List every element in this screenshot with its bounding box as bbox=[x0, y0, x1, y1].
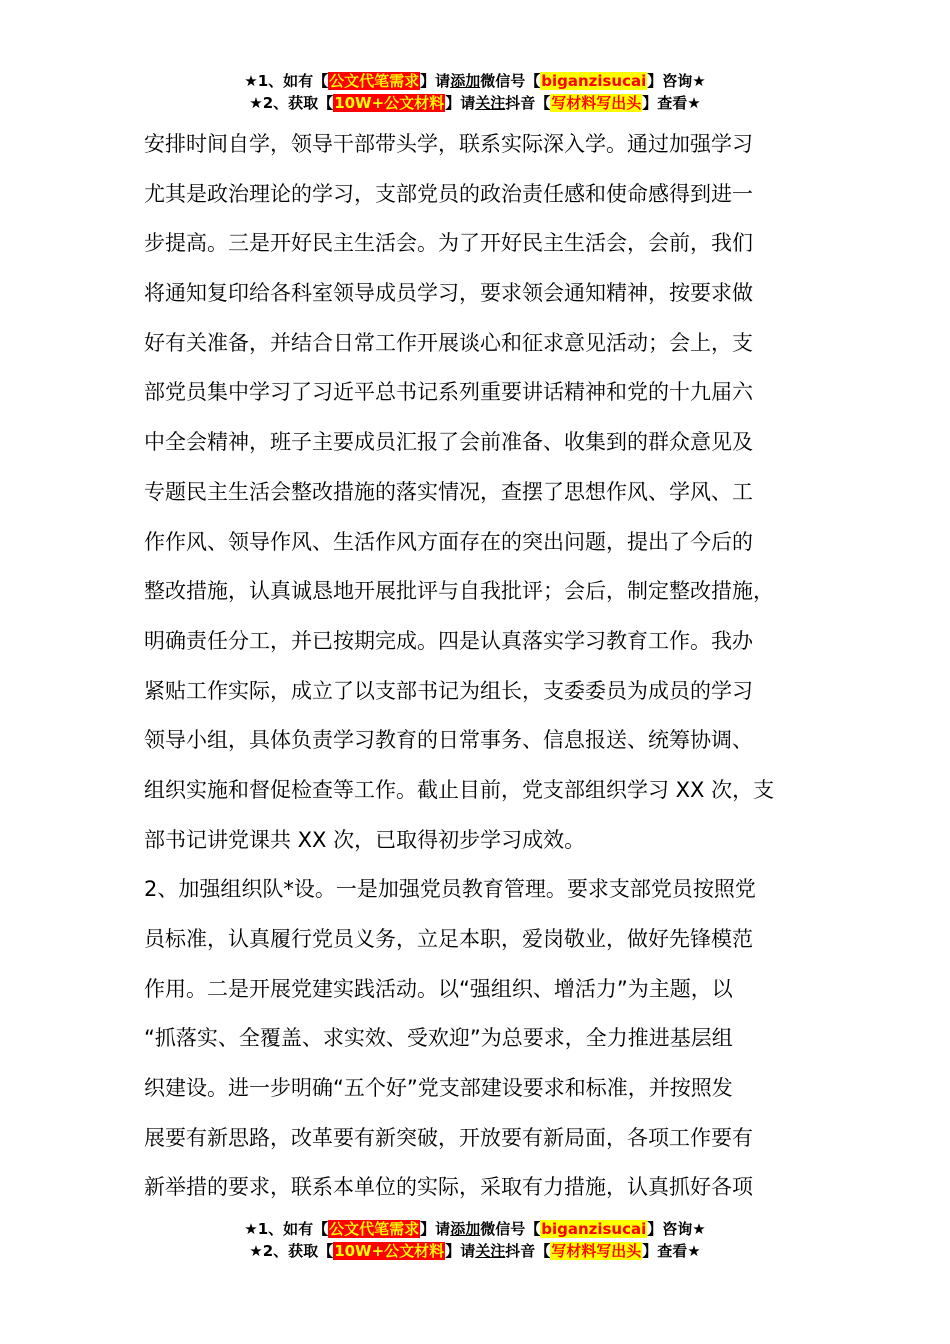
body-line: 部书记讲党课共 XX 次，已取得初步学习成效。 bbox=[144, 827, 586, 852]
banner-text: 抖音【 bbox=[505, 1242, 551, 1260]
banner-text: 抖音【 bbox=[505, 94, 551, 112]
banner-line-1 bbox=[0, 70, 950, 92]
body-line: “抓落实、全覆盖、求实效、受欢迎”为总要求，全力推进基层组 bbox=[144, 1026, 733, 1051]
banner-highlight: 写材料写出头 bbox=[551, 94, 642, 112]
body-line: 好有关准备，并结合日常工作开展谈心和征求意见活动；会上，支 bbox=[144, 330, 753, 355]
banner-text: 】请 bbox=[420, 1220, 451, 1238]
body-line: 部党员集中学习了习近平总书记系列重要讲话精神和党的十九届六 bbox=[144, 380, 753, 405]
banner-highlight: 10W+公文材料 bbox=[334, 1242, 445, 1260]
body-line: 安排时间自学，领导干部带头学，联系实际深入学。通过加强学习 bbox=[144, 132, 753, 156]
banner-highlight: biganzisucai bbox=[541, 72, 647, 90]
body-line: 将通知复印给各科室领导成员学习，要求领会通知精神，按要求做 bbox=[144, 281, 753, 306]
banner-text: 微信号【 bbox=[480, 72, 541, 90]
body-line: 紧贴工作实际，成立了以支部书记为组长，支委委员为成员的学习 bbox=[144, 678, 753, 703]
document-body bbox=[144, 120, 834, 1213]
banner-underlined-text: 关注 bbox=[475, 1242, 506, 1260]
body-line: 新举措的要求，联系本单位的实际，采取有力措施，认真抓好各项 bbox=[144, 1175, 753, 1200]
banner-underlined-text: 添加 bbox=[450, 1220, 481, 1238]
body-line: 组织实施和督促检查等工作。截止目前，党支部组织学习 XX 次，支 bbox=[144, 777, 775, 802]
banner-underlined-text: 添加 bbox=[450, 72, 481, 90]
banner-text: 】咨询★ bbox=[647, 72, 706, 90]
banner-text: 】请 bbox=[445, 94, 476, 112]
footer-banner bbox=[0, 1218, 950, 1262]
body-line: 专题民主生活会整改措施的落实情况，查摆了思想作风、学风、工 bbox=[144, 479, 753, 504]
body-line: 尤其是政治理论的学习，支部党员的政治责任感和使命感得到进一 bbox=[144, 181, 753, 206]
banner-text: 微信号【 bbox=[480, 1220, 541, 1238]
body-line: 整改措施，认真诚恳地开展批评与自我批评；会后，制定整改措施， bbox=[144, 579, 774, 604]
body-line: 员标准，认真履行党员义务，立足本职，爱岗敬业，做好先锋模范 bbox=[144, 927, 753, 951]
banner-text: 】查看★ bbox=[642, 1242, 701, 1260]
banner-highlight: 公文代笔需求 bbox=[329, 72, 420, 90]
body-line: 作作风、领导作风、生活作风方面存在的突出问题，提出了今后的 bbox=[144, 529, 753, 554]
body-line: 2、加强组织队*设。一是加强党员教育管理。要求支部党员按照党 bbox=[144, 877, 756, 902]
banner-underlined-text: 关注 bbox=[475, 94, 506, 112]
body-line: 领导小组，具体负责学习教育的日常事务、信息报送、统筹协调、 bbox=[144, 728, 753, 753]
banner-text: 】咨询★ bbox=[647, 1220, 706, 1238]
header-banner bbox=[0, 70, 950, 114]
banner-highlight: 10W+公文材料 bbox=[334, 94, 445, 112]
body-line: 中全会精神，班子主要成员汇报了会前准备、收集到的群众意见及 bbox=[144, 430, 753, 455]
body-line: 步提高。三是开好民主生活会。为了开好民主生活会，会前，我们 bbox=[144, 231, 753, 256]
banner-text: 】查看★ bbox=[642, 94, 701, 112]
banner-highlight: 公文代笔需求 bbox=[329, 1220, 420, 1238]
banner-text: 】请 bbox=[445, 1242, 476, 1260]
banner-text: ★2、获取【 bbox=[249, 1242, 334, 1260]
banner-text: ★1、如有【 bbox=[244, 1220, 329, 1238]
banner-line-2 bbox=[0, 1240, 950, 1262]
body-line: 明确责任分工，并已按期完成。四是认真落实学习教育工作。我办 bbox=[144, 628, 753, 653]
banner-highlight: 写材料写出头 bbox=[551, 1242, 642, 1260]
body-line: 展要有新思路，改革要有新突破，开放要有新局面，各项工作要有 bbox=[144, 1125, 753, 1150]
banner-text: ★1、如有【 bbox=[244, 72, 329, 90]
body-line: 织建设。进一步明确“五个好”党支部建设要求和标准，并按照发 bbox=[144, 1076, 733, 1101]
banner-highlight: biganzisucai bbox=[541, 1220, 647, 1238]
banner-line-1 bbox=[0, 1218, 950, 1240]
banner-text: ★2、获取【 bbox=[249, 94, 334, 112]
banner-text: 】请 bbox=[420, 72, 451, 90]
banner-line-2 bbox=[0, 92, 950, 114]
body-line: 作用。二是开展党建实践活动。以“强组织、增活力”为主题，以 bbox=[144, 976, 733, 1001]
